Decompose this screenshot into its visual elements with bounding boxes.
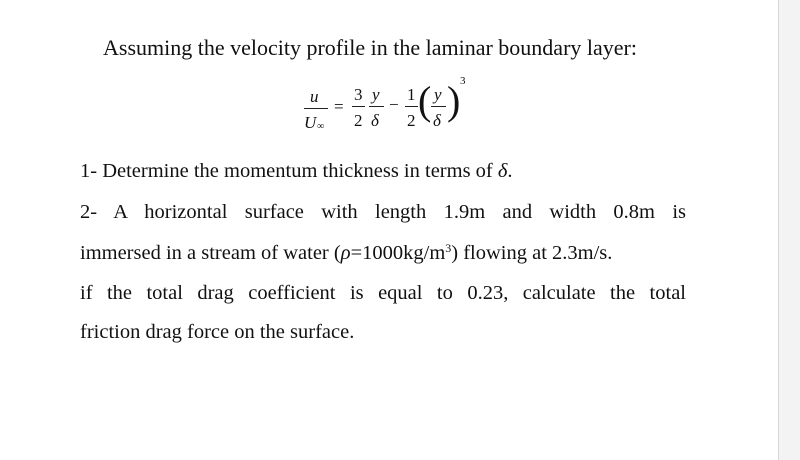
- velocity-profile-equation: [300, 75, 500, 140]
- cubic-superscript: 3: [445, 240, 452, 255]
- delta-symbol: δ: [497, 160, 508, 182]
- lhs-denominator-subscript: ∞: [317, 121, 325, 132]
- question-2-line-2-part-2: =1000kg/m: [350, 242, 446, 264]
- intro-text: Assuming the velocity profile in the laminar boundary layer:: [103, 35, 637, 60]
- term1-coef-denominator: 2: [354, 111, 363, 130]
- exponent: 3: [460, 75, 466, 87]
- term2-var-denominator: δ: [433, 111, 441, 130]
- question-1-text: 1- Determine the momentum thickness in terms of: [80, 160, 498, 182]
- term1-var-bar: [369, 106, 384, 107]
- question-2-line-2-part-1: immersed in a stream of water (: [80, 242, 341, 264]
- minus-sign: −: [389, 95, 399, 114]
- question-2-line-1: 2- A horizontal surface with length 1.9m and width 0.8m is: [80, 201, 686, 223]
- term2-var-numerator: y: [434, 85, 442, 104]
- lhs-denominator: U: [304, 113, 317, 132]
- page-edge-strip: [778, 0, 800, 460]
- lhs-numerator: u: [310, 87, 319, 106]
- term2-coef-numerator: 1: [407, 85, 416, 104]
- question-2-line-4: friction drag force on the surface.: [80, 321, 355, 343]
- question-1: [80, 160, 513, 183]
- question-1-suffix: .: [507, 160, 513, 182]
- open-paren: (: [418, 78, 432, 123]
- question-2-line-2-part-3: ) flowing at 2.3m/s.: [451, 242, 613, 264]
- lhs-fraction-bar: [304, 108, 328, 109]
- equals-sign: =: [334, 97, 344, 116]
- term2-coef-bar: [405, 106, 418, 107]
- term1-coef-numerator: 3: [354, 85, 363, 104]
- rho-symbol: ρ: [340, 242, 351, 264]
- question-2-line-3: if the total drag coefficient is equal to 0.23, calculate the total: [80, 282, 686, 304]
- question-2-line-2: [80, 242, 612, 265]
- term2-var-bar: [431, 106, 446, 107]
- term1-var-denominator: δ: [371, 111, 379, 130]
- term2-coef-denominator: 2: [407, 111, 416, 130]
- close-paren: ): [447, 78, 461, 123]
- term1-coef-bar: [352, 106, 365, 107]
- term1-var-numerator: y: [372, 85, 380, 104]
